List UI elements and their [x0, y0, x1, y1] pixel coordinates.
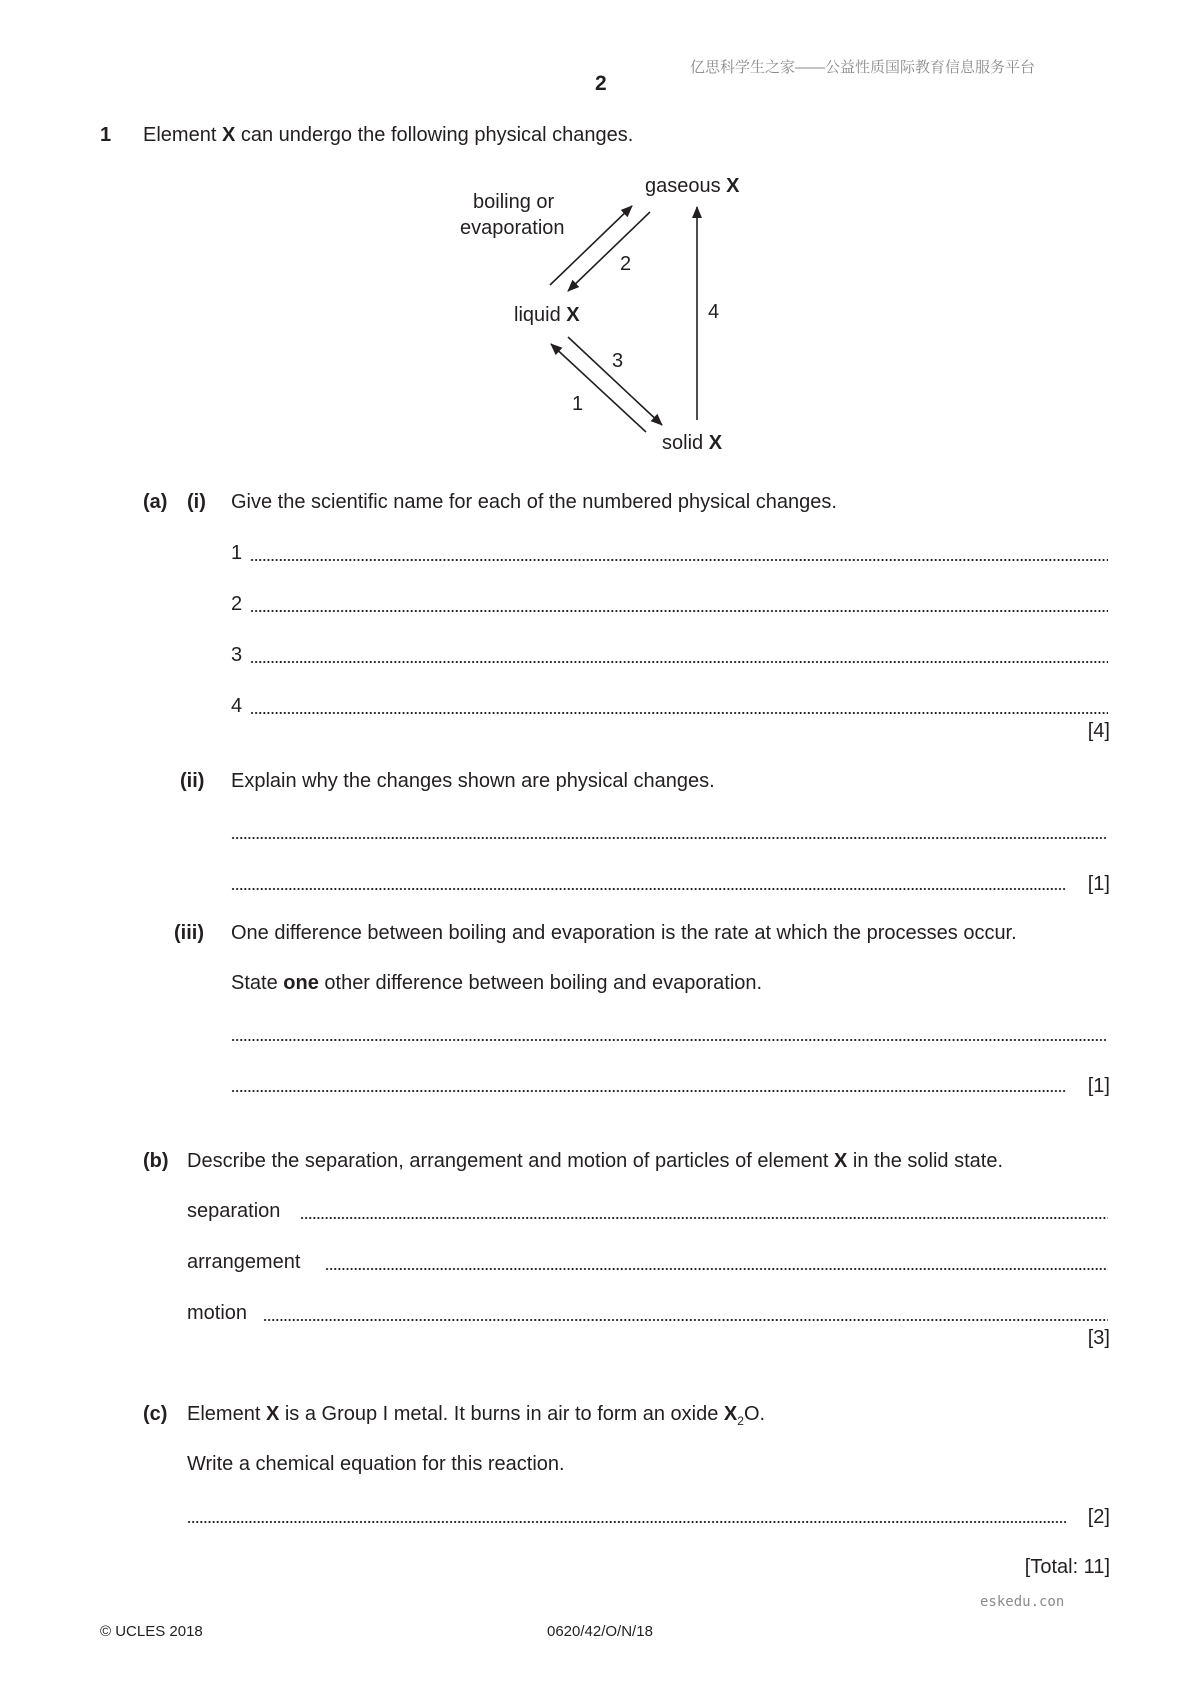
part-c-marks: [2] — [1087, 1506, 1110, 1528]
separation-answer-line[interactable] — [300, 1202, 1108, 1222]
part-a-iii-text: One difference between boiling and evaporation is the rate at which the processes occur. — [231, 922, 1017, 944]
state-change-diagram — [0, 0, 1191, 470]
header-watermark: 亿思科学生之家——公益性质国际教育信息服务平台 — [690, 59, 1036, 76]
motion-label: motion — [187, 1302, 248, 1324]
site-watermark: eskedu.con — [980, 1594, 1065, 1610]
part-a-ii-label: (ii) — [180, 770, 205, 792]
arrow-4-label: 4 — [708, 301, 720, 323]
part-c-answer-line[interactable] — [187, 1506, 1066, 1526]
part-a-iii-state: State one other difference between boiling and evaporation. — [231, 972, 763, 994]
part-a-ii-text: Explain why the changes shown are physical changes. — [231, 770, 715, 792]
arrow-2-label: 2 — [620, 253, 632, 275]
part-b-label: (b) — [143, 1150, 169, 1172]
arrangement-answer-line[interactable] — [325, 1253, 1108, 1273]
part-a-ii-marks: [1] — [1087, 873, 1110, 895]
part-a-iii-label: (iii) — [174, 922, 204, 944]
boiling-label-line2: evaporation — [460, 217, 565, 239]
part-a-i-marks: [4] — [1087, 720, 1110, 742]
answer-line-4[interactable] — [250, 697, 1108, 717]
part-a-i-text: Give the scientific name for each of the numbered physical changes. — [231, 491, 837, 513]
answer-number-3: 3 — [231, 644, 243, 666]
part-a-iii-answer-line-2[interactable] — [231, 1075, 1066, 1095]
part-a-label: (a) — [143, 491, 168, 513]
separation-label: separation — [187, 1200, 281, 1222]
arrow-3-label: 3 — [612, 350, 624, 372]
part-a-ii-answer-line-2[interactable] — [231, 873, 1066, 893]
answer-number-2: 2 — [231, 593, 243, 615]
page-number: 2 — [595, 72, 607, 95]
part-a-i-label: (i) — [187, 491, 206, 513]
question-number: 1 — [100, 124, 112, 146]
arrangement-label: arrangement — [187, 1251, 301, 1273]
arrow-1-label: 1 — [572, 393, 584, 415]
part-c-instruction: Write a chemical equation for this reaction. — [187, 1453, 565, 1475]
part-c-label: (c) — [143, 1403, 168, 1425]
answer-number-1: 1 — [231, 542, 243, 564]
part-a-iii-marks: [1] — [1087, 1075, 1110, 1097]
arrow-1 — [551, 344, 646, 432]
answer-line-2[interactable] — [250, 595, 1108, 615]
footer-copyright: © UCLES 2018 — [100, 1623, 203, 1640]
part-a-iii-answer-line-1[interactable] — [231, 1024, 1108, 1044]
answer-line-3[interactable] — [250, 646, 1108, 666]
solid-label: solid X — [662, 432, 723, 454]
answer-number-4: 4 — [231, 695, 243, 717]
question-intro: Element X can undergo the following physical changes. — [143, 124, 634, 146]
answer-line-1[interactable] — [250, 544, 1108, 564]
footer-code: 0620/42/O/N/18 — [547, 1623, 653, 1640]
boiling-label-line1: boiling or — [473, 191, 555, 213]
arrow-2 — [568, 212, 650, 291]
total-marks: [Total: 11] — [1024, 1556, 1110, 1578]
part-c-text: Element X is a Group I metal. It burns in air to form an oxide $X_2O$. — [187, 1403, 766, 1428]
part-b-text: Describe the separation, arrangement and motion of particles of element X in the solid state. — [187, 1150, 1004, 1172]
gaseous-label: gaseous X — [645, 175, 740, 197]
motion-answer-line[interactable] — [263, 1304, 1108, 1324]
part-a-ii-answer-line-1[interactable] — [231, 822, 1108, 842]
part-b-marks: [3] — [1087, 1327, 1110, 1349]
liquid-label: liquid X — [514, 304, 580, 326]
